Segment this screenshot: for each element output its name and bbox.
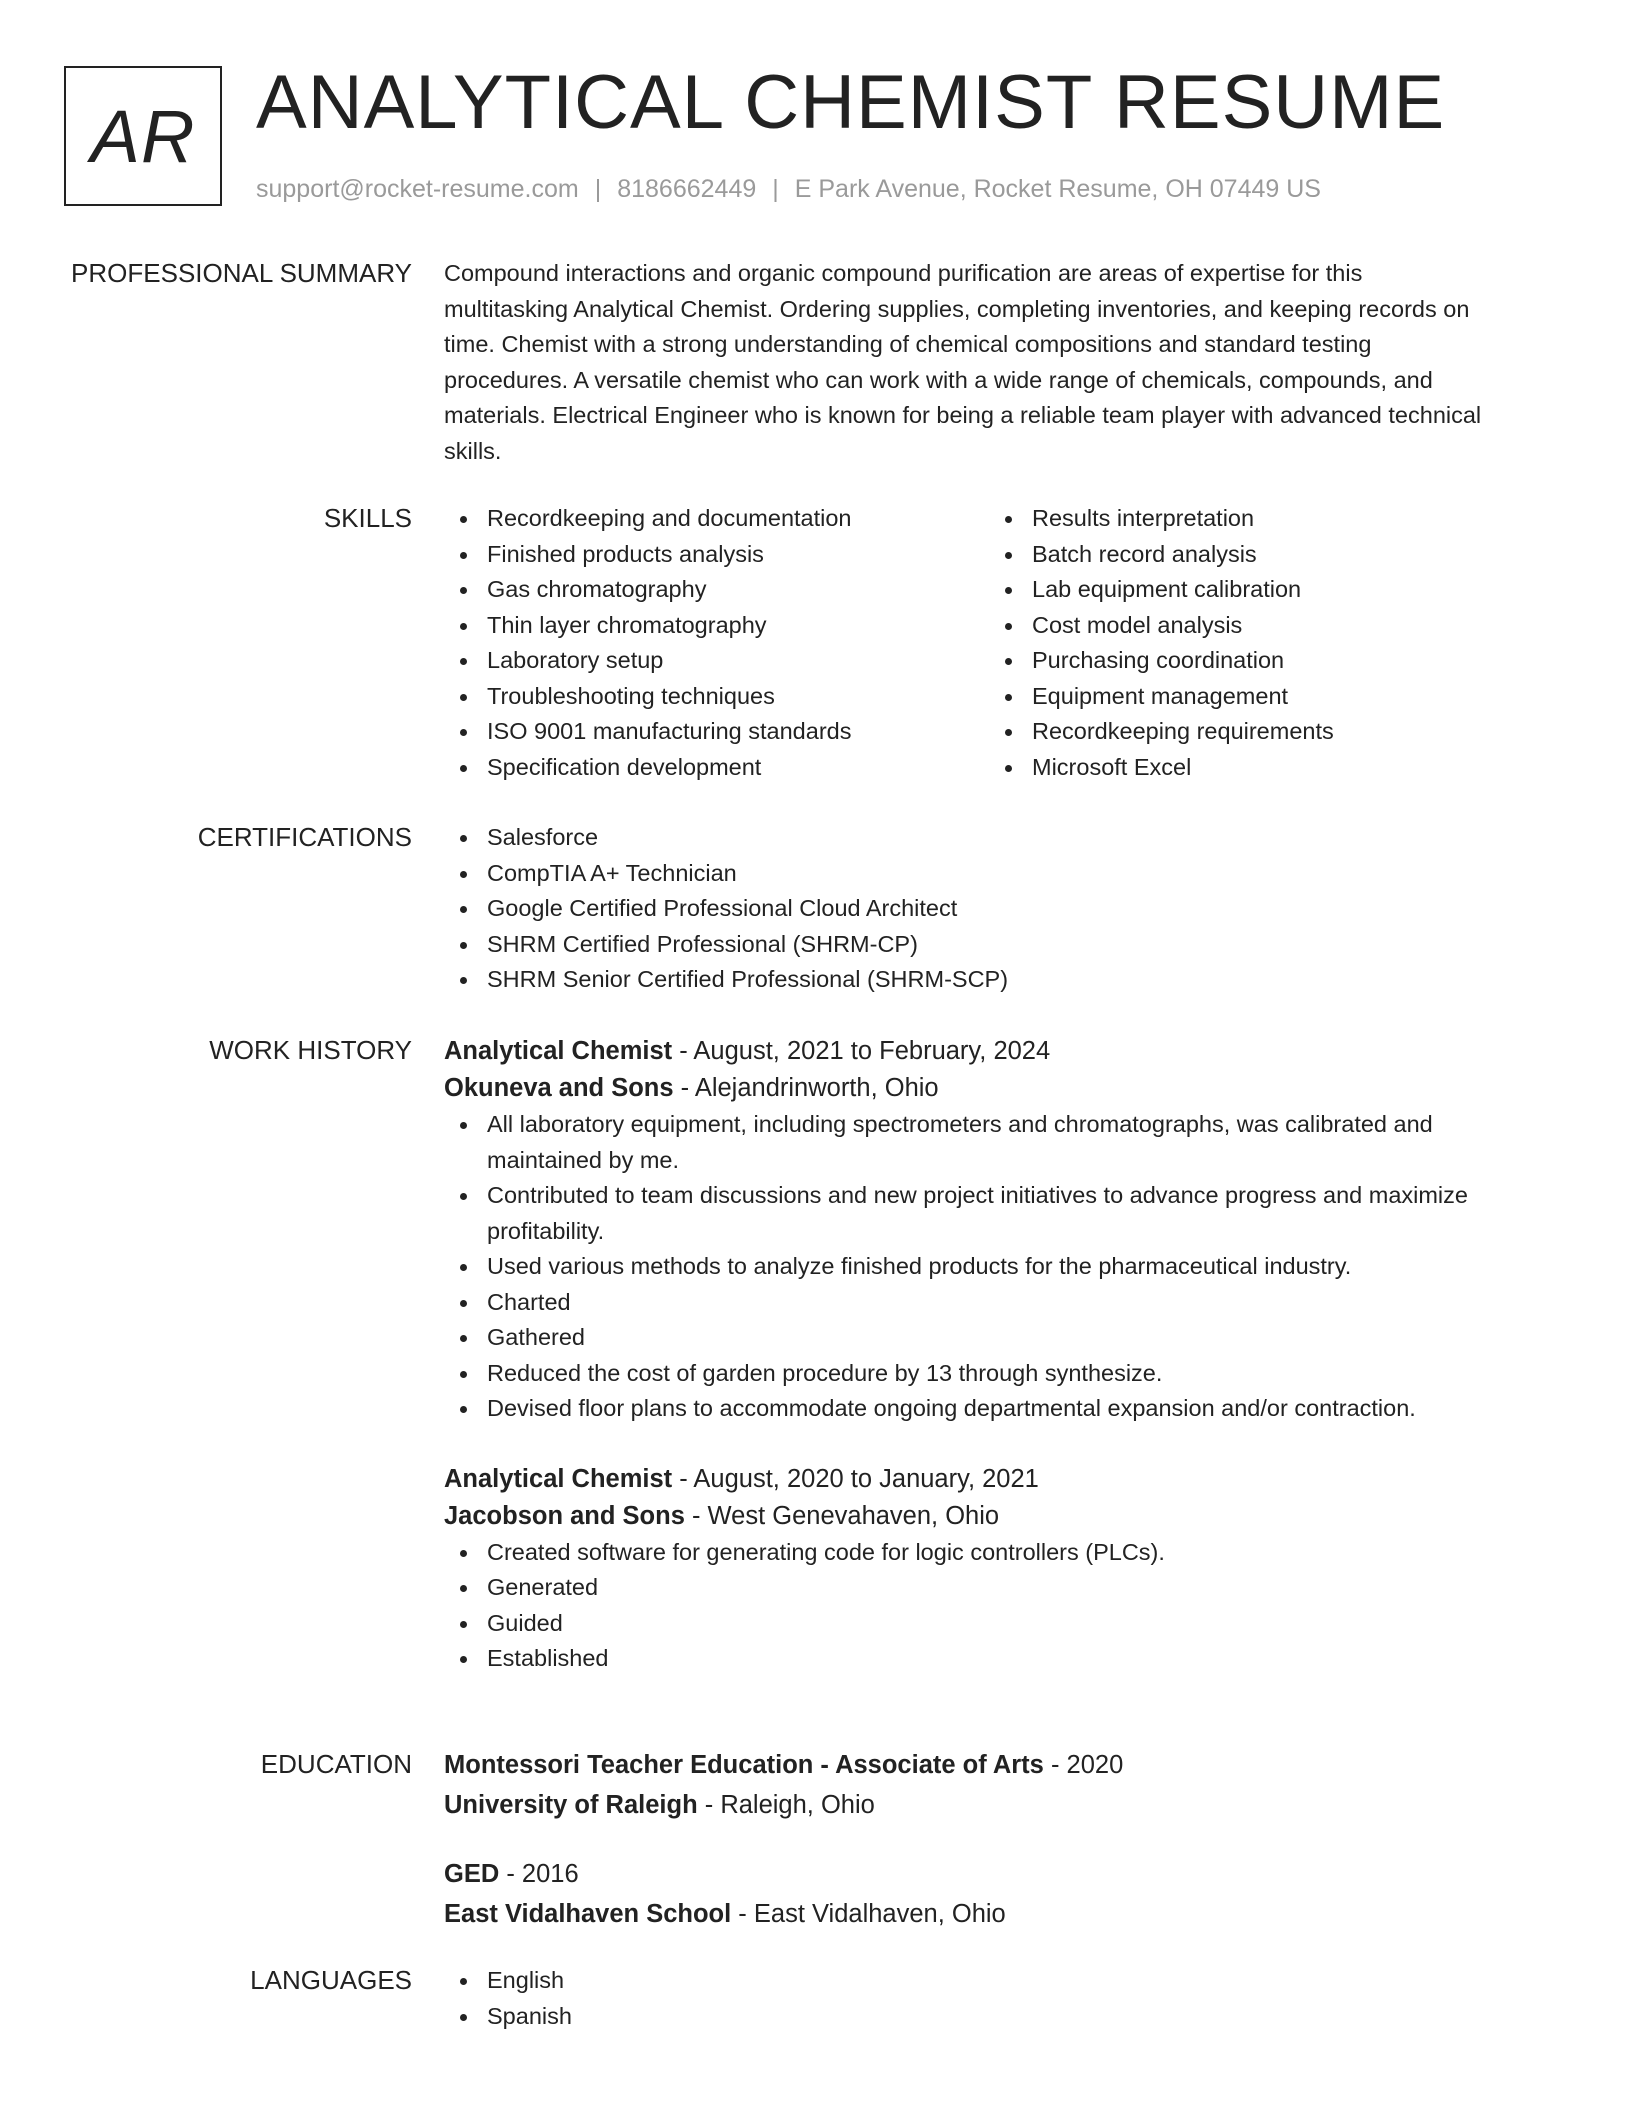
education-entry xyxy=(444,1856,1534,1933)
language-item: Spanish xyxy=(444,1999,1534,2035)
education-school-line xyxy=(444,1896,1534,1933)
job-duties-list xyxy=(444,1535,1534,1677)
job-duties-list xyxy=(444,1107,1534,1427)
section-label-certifications: CERTIFICATIONS xyxy=(197,822,412,852)
skill-item: Microsoft Excel xyxy=(989,750,1534,786)
summary-line: multitasking Analytical Chemist. Ordering supplies, completing inventories, and keeping records on xyxy=(444,295,1470,322)
summary-line: skills. xyxy=(444,437,502,464)
section-label-skills: SKILLS xyxy=(323,503,412,533)
languages-list xyxy=(444,1963,1534,2034)
job-company: Okuneva and Sons xyxy=(444,1074,674,1102)
skill-item: ISO 9001 manufacturing standards xyxy=(444,714,989,750)
education-school: University of Raleigh xyxy=(444,1791,698,1819)
contact-phone[interactable]: 8186662449 xyxy=(617,175,757,203)
certification-item: CompTIA A+ Technician xyxy=(444,856,1534,892)
job-dates: - August, 2020 to January, 2021 xyxy=(672,1464,1039,1493)
certification-item: SHRM Certified Professional (SHRM-CP) xyxy=(444,927,1534,963)
education-school: East Vidalhaven School xyxy=(444,1900,732,1928)
job-duty-item: Used various methods to analyze finished products for the pharmaceutical industry. xyxy=(444,1249,1534,1285)
job-duty-item: Created software for generating code for logic controllers (PLCs). xyxy=(444,1535,1534,1571)
job-duty-item: Contributed to team discussions and new project initiatives to advance progress and maximize profitability. xyxy=(444,1178,1534,1249)
education-school-line xyxy=(444,1787,1534,1824)
skill-item: Specification development xyxy=(444,750,989,786)
languages-body xyxy=(444,1963,1534,2034)
skill-item: Thin layer chromatography xyxy=(444,608,989,644)
language-item: English xyxy=(444,1963,1534,1999)
skill-item: Results interpretation xyxy=(989,501,1534,537)
education-degree-line xyxy=(444,1856,1534,1893)
education-year: - 2016 xyxy=(499,1860,579,1888)
certifications-list xyxy=(444,820,1534,998)
job-duty-item: Charted xyxy=(444,1285,1534,1321)
contact-email[interactable]: support@rocket-resume.com xyxy=(256,175,579,203)
work-history-body xyxy=(444,1033,1534,1677)
skill-item: Recordkeeping and documentation xyxy=(444,501,989,537)
education-body xyxy=(444,1747,1534,1933)
job-entry xyxy=(444,1033,1534,1427)
summary-line: time. Chemist with a strong understanding of chemical compositions and standard testing xyxy=(444,331,1372,357)
job-dates: - August, 2021 to February, 2024 xyxy=(672,1037,1051,1065)
job-company: Jacobson and Sons xyxy=(444,1501,685,1530)
resume-title: ANALYTICAL CHEMIST RESUME xyxy=(256,60,1446,145)
section-label-work-history: WORK HISTORY xyxy=(209,1035,412,1065)
education-degree: Montessori Teacher Education - Associate of Arts xyxy=(444,1751,1044,1779)
section-label-summary: PROFESSIONAL SUMMARY xyxy=(71,258,412,288)
section-label-languages: LANGUAGES xyxy=(250,1965,412,1995)
contact-separator: | xyxy=(594,175,602,203)
job-title-line xyxy=(444,1033,1534,1070)
job-duty-item: Reduced the cost of garden procedure by 13 through synthesize. xyxy=(444,1356,1534,1392)
job-location: - Alejandrinworth, Ohio xyxy=(673,1074,939,1102)
skill-item: Laboratory setup xyxy=(444,643,989,679)
education-degree: GED xyxy=(444,1860,500,1888)
education-year: - 2020 xyxy=(1043,1751,1124,1779)
job-company-line xyxy=(444,1070,1534,1107)
job-duty-item: Generated xyxy=(444,1570,1534,1606)
job-company-line xyxy=(444,1498,1534,1535)
monogram-box xyxy=(64,66,222,206)
skills-columns xyxy=(444,501,1534,785)
job-duty-item: Guided xyxy=(444,1606,1534,1642)
education-degree-line xyxy=(444,1747,1534,1784)
certifications-body xyxy=(444,820,1534,998)
summary-line: Compound interactions and organic compound purification are areas of expertise for this xyxy=(444,260,1363,286)
certification-item: Salesforce xyxy=(444,820,1534,856)
job-duty-item: Established xyxy=(444,1641,1534,1677)
skill-item: Gas chromatography xyxy=(444,572,989,608)
summary-text xyxy=(444,256,1534,469)
education-entry xyxy=(444,1747,1534,1824)
skill-item: Batch record analysis xyxy=(989,537,1534,573)
skills-list-left xyxy=(444,501,989,785)
education-location: - East Vidalhaven, Ohio xyxy=(731,1900,1006,1928)
job-location: - West Genevahaven, Ohio xyxy=(684,1501,1000,1530)
job-entry xyxy=(444,1461,1534,1677)
skill-item: Purchasing coordination xyxy=(989,643,1534,679)
job-duty-item: Gathered xyxy=(444,1320,1534,1356)
certification-item: SHRM Senior Certified Professional (SHRM-SCP) xyxy=(444,962,1534,998)
certification-item: Google Certified Professional Cloud Architect xyxy=(444,891,1534,927)
summary-line: materials. Electrical Engineer who is known for being a reliable team player with advanced technical xyxy=(444,402,1482,428)
job-title-line xyxy=(444,1461,1534,1498)
contact-line xyxy=(256,172,1321,206)
job-title: Analytical Chemist xyxy=(444,1464,673,1493)
job-duty-item: All laboratory equipment, including spectrometers and chromatographs, was calibrated and maintained by me. xyxy=(444,1107,1534,1178)
skill-item: Troubleshooting techniques xyxy=(444,679,989,715)
skills-list-right xyxy=(989,501,1534,785)
contact-address: E Park Avenue, Rocket Resume, OH 07449 US xyxy=(794,175,1321,203)
education-location: - Raleigh, Ohio xyxy=(697,1791,875,1819)
contact-separator: | xyxy=(772,175,779,203)
skill-item: Lab equipment calibration xyxy=(989,572,1534,608)
skill-item: Cost model analysis xyxy=(989,608,1534,644)
job-duty-item: Devised floor plans to accommodate ongoing departmental expansion and/or contraction. xyxy=(444,1391,1534,1427)
summary-line: procedures. A versatile chemist who can work with a wide range of chemicals, compounds, and xyxy=(444,366,1433,393)
skill-item: Equipment management xyxy=(989,679,1534,715)
section-label-education: EDUCATION xyxy=(260,1749,412,1779)
job-title: Analytical Chemist xyxy=(444,1037,673,1065)
skill-item: Recordkeeping requirements xyxy=(989,714,1534,750)
monogram-initials: AR xyxy=(90,94,196,178)
skill-item: Finished products analysis xyxy=(444,537,989,573)
